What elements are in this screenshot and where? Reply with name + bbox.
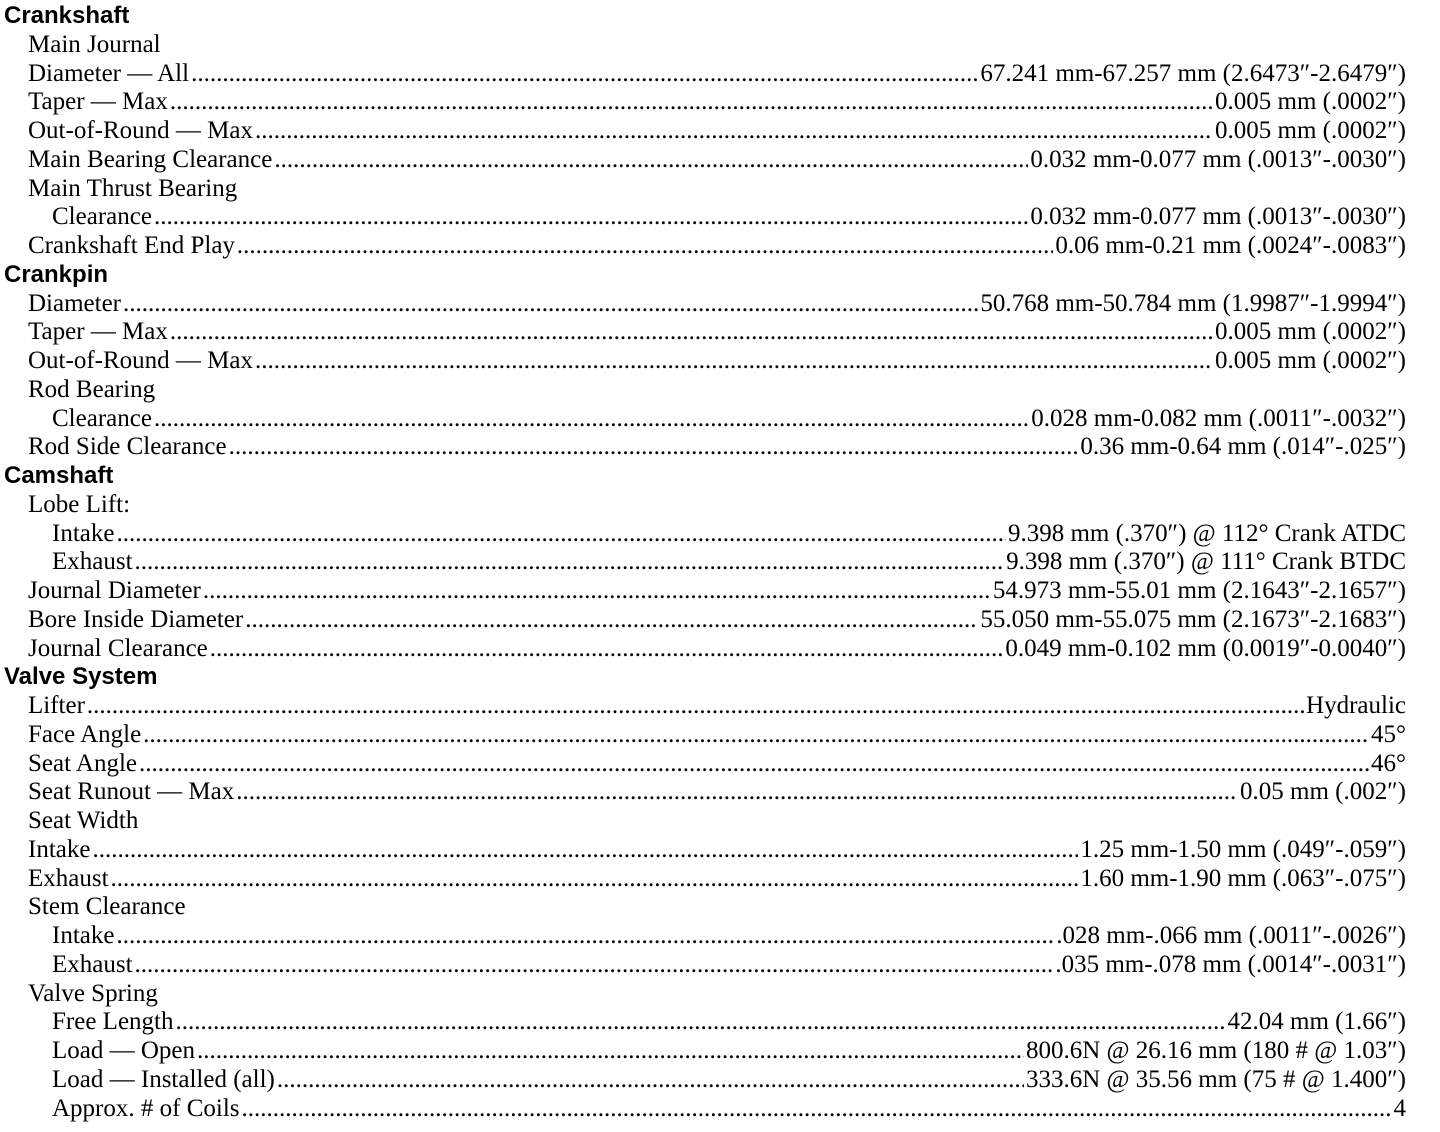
spec-value: 0.032 mm-0.077 mm (.0013″-.0030″): [1030, 203, 1406, 231]
spec-label: Seat Width: [28, 807, 139, 834]
spec-value: 333.6N @ 35.56 mm (75 # @ 1.400″): [1025, 1065, 1406, 1093]
spec-row: [4, 865, 1406, 894]
spec-row: [4, 405, 1406, 434]
spec-value: 0.005 mm (.0002″): [1215, 347, 1406, 374]
spec-value: 0.028 mm-0.082 mm (.0011″-.0032″): [1031, 404, 1406, 432]
spec-label: Diameter: [28, 289, 122, 317]
spec-section: [4, 462, 1406, 663]
spec-row: [4, 318, 1406, 347]
spec-value: 0.36 mm-0.64 mm (.014″-.025″): [1080, 433, 1406, 461]
dot-leader: [154, 405, 1029, 434]
spec-label: Out-of-Round — Max: [28, 117, 253, 144]
spec-row: [4, 491, 1406, 520]
spec-row: [4, 922, 1406, 951]
spec-label: Diameter — All: [28, 59, 190, 87]
dot-leader: [242, 1095, 1392, 1124]
dot-leader: [197, 1037, 1024, 1066]
spec-label: Intake: [28, 835, 91, 863]
spec-row: [4, 836, 1406, 865]
dot-leader: [175, 1008, 1225, 1037]
spec-value: 67.241 mm-67.257 mm (2.6473″-2.6479″): [980, 59, 1406, 87]
spec-row: [4, 117, 1406, 146]
spec-value: 0.005 mm (.0002″): [1215, 318, 1406, 346]
dot-leader: [210, 635, 1004, 664]
dot-leader: [92, 836, 1078, 865]
spec-row: [4, 548, 1406, 577]
spec-row: [4, 1095, 1406, 1124]
spec-row: [4, 721, 1406, 750]
spec-value: 50.768 mm-50.784 mm (1.9987″-1.9994″): [980, 289, 1406, 317]
dot-leader: [255, 117, 1213, 146]
spec-value: 45°: [1371, 720, 1406, 748]
spec-label: Journal Clearance: [28, 634, 208, 662]
spec-label: Clearance: [52, 404, 152, 432]
dot-leader: [236, 778, 1238, 807]
spec-value: .028 mm-.066 mm (.0011″-.0026″): [1056, 922, 1406, 949]
section-heading: Crankpin: [4, 260, 109, 288]
dot-leader: [245, 606, 978, 635]
spec-value: 4: [1393, 1094, 1406, 1122]
dot-leader: [154, 203, 1028, 232]
specifications-sheet: [4, 2, 1406, 1123]
spec-label: Load — Installed (all): [52, 1065, 275, 1093]
dot-leader: [135, 548, 1005, 577]
spec-value: 0.06 mm-0.21 mm (.0024″-.0083″): [1055, 232, 1406, 259]
spec-row: [4, 203, 1406, 232]
spec-label: Exhaust: [52, 548, 133, 576]
dot-leader: [116, 922, 1054, 951]
spec-label: Face Angle: [28, 720, 142, 748]
spec-value: 54.973 mm-55.01 mm (2.1643″-2.1657″): [992, 577, 1406, 604]
spec-label: Main Thrust Bearing: [28, 174, 238, 202]
spec-label: Seat Angle: [28, 749, 138, 777]
spec-label: Main Bearing Clearance: [28, 145, 273, 173]
dot-leader: [111, 865, 1079, 894]
spec-value: 42.04 mm (1.66″): [1227, 1008, 1406, 1036]
spec-label: Journal Diameter: [28, 577, 201, 604]
spec-section: [4, 261, 1406, 462]
spec-row: [4, 1037, 1406, 1066]
spec-label: Taper — Max: [28, 318, 168, 346]
spec-value: .035 mm-.078 mm (.0014″-.0031″): [1055, 950, 1406, 978]
spec-value: 9.398 mm (.370″) @ 112° Crank ATDC: [1007, 519, 1406, 547]
spec-value: 1.60 mm-1.90 mm (.063″-.075″): [1080, 864, 1406, 892]
dot-leader: [274, 146, 1028, 175]
spec-label: Lifter: [28, 692, 85, 719]
spec-value: 55.050 mm-55.075 mm (2.1673″-2.1683″): [980, 605, 1406, 633]
spec-section: [4, 2, 1406, 261]
spec-label: Main Journal: [28, 30, 161, 58]
spec-label: Free Length: [52, 1008, 174, 1036]
dot-leader: [237, 232, 1053, 261]
spec-row: [4, 88, 1406, 117]
spec-row: [4, 520, 1406, 549]
spec-row: [4, 433, 1406, 462]
dot-leader: [123, 290, 978, 319]
spec-row: [4, 1066, 1406, 1095]
spec-row: [4, 692, 1406, 721]
spec-row: [4, 577, 1406, 606]
spec-label: Lobe Lift:: [28, 490, 131, 518]
spec-row: [4, 893, 1406, 922]
spec-label: Bore Inside Diameter: [28, 605, 244, 633]
spec-row: [4, 232, 1406, 261]
spec-row: [4, 1008, 1406, 1037]
spec-label: Rod Side Clearance: [28, 433, 227, 461]
spec-label: Taper — Max: [28, 88, 168, 116]
dot-leader: [139, 750, 1369, 779]
spec-row: [4, 807, 1406, 836]
dot-leader: [135, 951, 1054, 980]
spec-row: [4, 347, 1406, 376]
spec-row: [4, 635, 1406, 664]
spec-label: Rod Bearing: [28, 375, 156, 403]
spec-value: 46°: [1371, 749, 1406, 777]
spec-section: [4, 663, 1406, 1123]
spec-row: [4, 31, 1406, 60]
spec-label: Seat Runout — Max: [28, 778, 235, 806]
spec-row: [4, 290, 1406, 319]
spec-value: 0.005 mm (.0002″): [1215, 88, 1406, 116]
spec-label: Crankshaft End Play: [28, 232, 235, 259]
spec-value: 1.25 mm-1.50 mm (.049″-.059″): [1080, 835, 1406, 863]
spec-label: Exhaust: [52, 950, 133, 978]
spec-value: Hydraulic: [1306, 692, 1406, 719]
spec-label: Exhaust: [28, 864, 109, 892]
spec-value: 800.6N @ 26.16 mm (180 # @ 1.03″): [1025, 1037, 1406, 1064]
dot-leader: [277, 1066, 1024, 1095]
dot-leader: [203, 577, 991, 606]
dot-leader: [255, 347, 1213, 376]
dot-leader: [143, 721, 1369, 750]
dot-leader: [87, 692, 1304, 721]
spec-label: Load — Open: [52, 1037, 196, 1064]
spec-row: [4, 60, 1406, 89]
spec-row: [4, 980, 1406, 1009]
dot-leader: [191, 60, 978, 89]
spec-label: Stem Clearance: [28, 893, 186, 921]
spec-value: 0.032 mm-0.077 mm (.0013″-.0030″): [1030, 145, 1406, 173]
section-heading: Crankshaft: [4, 2, 130, 29]
spec-row: [4, 606, 1406, 635]
spec-value: 0.049 mm-0.102 mm (0.0019″-0.0040″): [1005, 634, 1406, 662]
spec-row: [4, 376, 1406, 405]
spec-label: Clearance: [52, 203, 152, 231]
dot-leader: [229, 433, 1079, 462]
spec-row: [4, 175, 1406, 204]
spec-label: Intake: [52, 519, 115, 547]
spec-row: [4, 146, 1406, 175]
spec-label: Intake: [52, 922, 115, 949]
spec-value: 0.05 mm (.002″): [1240, 778, 1406, 806]
section-heading: Camshaft: [4, 462, 114, 489]
spec-label: Out-of-Round — Max: [28, 347, 253, 374]
dot-leader: [170, 88, 1213, 117]
spec-row: [4, 778, 1406, 807]
spec-row: [4, 750, 1406, 779]
section-heading: Valve System: [4, 663, 158, 691]
spec-label: Approx. # of Coils: [52, 1094, 240, 1122]
spec-value: 9.398 mm (.370″) @ 111° Crank BTDC: [1006, 548, 1406, 576]
spec-label: Valve Spring: [28, 979, 158, 1007]
spec-row: [4, 951, 1406, 980]
dot-leader: [170, 318, 1213, 347]
dot-leader: [116, 520, 1005, 549]
spec-value: 0.005 mm (.0002″): [1215, 117, 1406, 144]
